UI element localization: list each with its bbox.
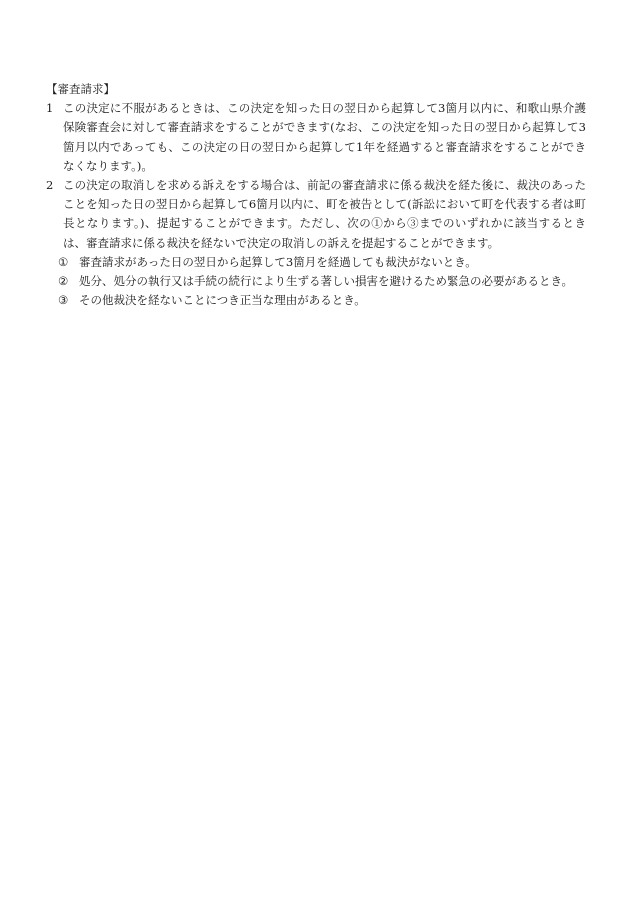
paragraph-number: 1 xyxy=(46,101,54,116)
paragraph-text: この決定の取消しを求める訴えをする場合は、前記の審査請求に係る裁決を経た後に、裁決のあったことを知った日の翌日から起算して6箇月以内に、町を被告として(訴訟において町を代表する者は町長となります。)、提起することができます。ただし、次の①から③までのいずれかに該当するときは、審査請求に係る裁決を経ないで決定の取消しの訴えを提起することができます。 xyxy=(63,178,586,250)
paragraph-2 xyxy=(46,176,586,253)
subitem-text: その他裁決を経ないことにつき正当な理由があるとき。 xyxy=(79,293,366,308)
paragraph-number: 2 xyxy=(46,178,54,193)
subitem-text: 処分、処分の執行又は手続の続行により生ずる著しい損害を避けるため緊急の必要があるとき。 xyxy=(79,274,574,289)
subitem-1 xyxy=(58,253,586,272)
subitem-3 xyxy=(58,291,586,310)
subitem-mark: ② xyxy=(58,274,69,289)
section-heading: 【審査請求】 xyxy=(46,82,115,96)
subitem-text: 審査請求があった日の翌日から起算して3箇月を経過しても裁決がないとき。 xyxy=(79,254,477,269)
subitem-mark: ③ xyxy=(58,293,69,308)
paragraph-text: この決定に不服があるときは、この決定を知った日の翌日から起算して3箇月以内に、和歌山県介護保険審査会に対して審査請求をすることができます(なお、この決定を知った日の翌日から起算して3箇月以内であっても、この決定の日の翌日から起算して1年を経過すると審査請求をすることができなくなります。)。 xyxy=(63,101,586,173)
subitem-2 xyxy=(58,272,586,291)
document-body xyxy=(46,80,586,310)
paragraph-1 xyxy=(46,99,586,176)
subitem-mark: ① xyxy=(58,254,69,269)
